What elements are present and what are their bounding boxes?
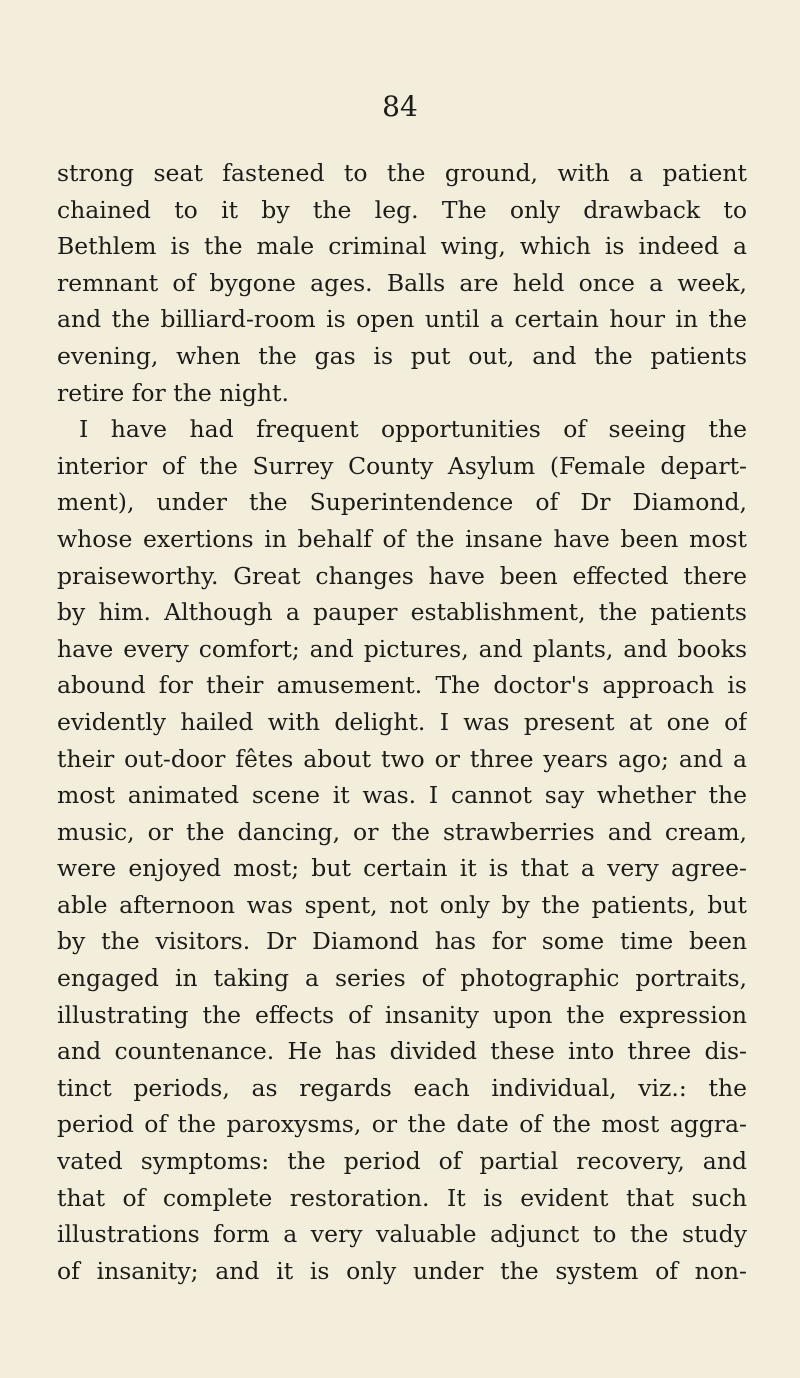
text-line: were enjoyed most; but certain it is that a very agree-	[57, 854, 747, 883]
text-line: vated symptoms: the period of partial recovery, and	[57, 1147, 747, 1176]
text-line: I have had frequent opportunities of seeing the	[79, 415, 747, 444]
text-line: Bethlem is the male criminal wing, which is indeed a	[57, 232, 747, 261]
text-line: remnant of bygone ages. Balls are held once a week,	[57, 268, 747, 297]
text-line: strong seat fastened to the ground, with a patient	[57, 159, 747, 187]
text-line: evidently hailed with delight. I was present at one of	[57, 707, 747, 736]
text-line: and countenance. He has divided these into three dis-	[57, 1037, 747, 1066]
text-line: illustrating the effects of insanity upon the expression	[57, 1000, 747, 1029]
text-line: ment), under the Superintendence of Dr Diamond,	[57, 488, 747, 517]
page-number: 84	[382, 90, 418, 123]
text-line: abound for their amusement. The doctor's approach is	[57, 671, 747, 700]
text-line: period of the paroxysms, or the date of the most aggra-	[57, 1110, 747, 1139]
body-text	[57, 155, 747, 1289]
text-line: whose exertions in behalf of the insane have been most	[57, 524, 747, 553]
text-line: music, or the dancing, or the strawberries and cream,	[57, 817, 747, 846]
text-line: praiseworthy. Great changes have been effected there	[57, 561, 747, 590]
text-line: have every comfort; and pictures, and plants, and books	[57, 634, 747, 663]
text-line: tinct periods, as regards each individual, viz.: the	[57, 1073, 747, 1102]
text-line: chained to it by the leg. The only drawback to	[57, 195, 747, 224]
text-line: and the billiard-room is open until a certain hour in the	[57, 305, 747, 334]
text-line: evening, when the gas is put out, and the patients	[57, 341, 747, 370]
text-line: retire for the night.	[57, 378, 289, 407]
text-line: able afternoon was spent, not only by the patients, but	[57, 890, 747, 919]
text-line: engaged in taking a series of photographic portraits,	[57, 964, 747, 993]
text-line: by him. Although a pauper establishment, the patients	[57, 598, 747, 627]
text-line: that of complete restoration. It is evident that such	[57, 1183, 747, 1212]
text-line: illustrations form a very valuable adjunct to the study	[57, 1220, 747, 1249]
text-line: interior of the Surrey County Asylum (Female depart-	[57, 451, 747, 480]
text-line: their out-door fêtes about two or three years ago; and a	[57, 744, 747, 773]
text-line: by the visitors. Dr Diamond has for some time been	[57, 927, 747, 956]
text-line: most animated scene it was. I cannot say whether the	[57, 781, 747, 810]
text-line: of insanity; and it is only under the system of non-	[57, 1256, 747, 1285]
